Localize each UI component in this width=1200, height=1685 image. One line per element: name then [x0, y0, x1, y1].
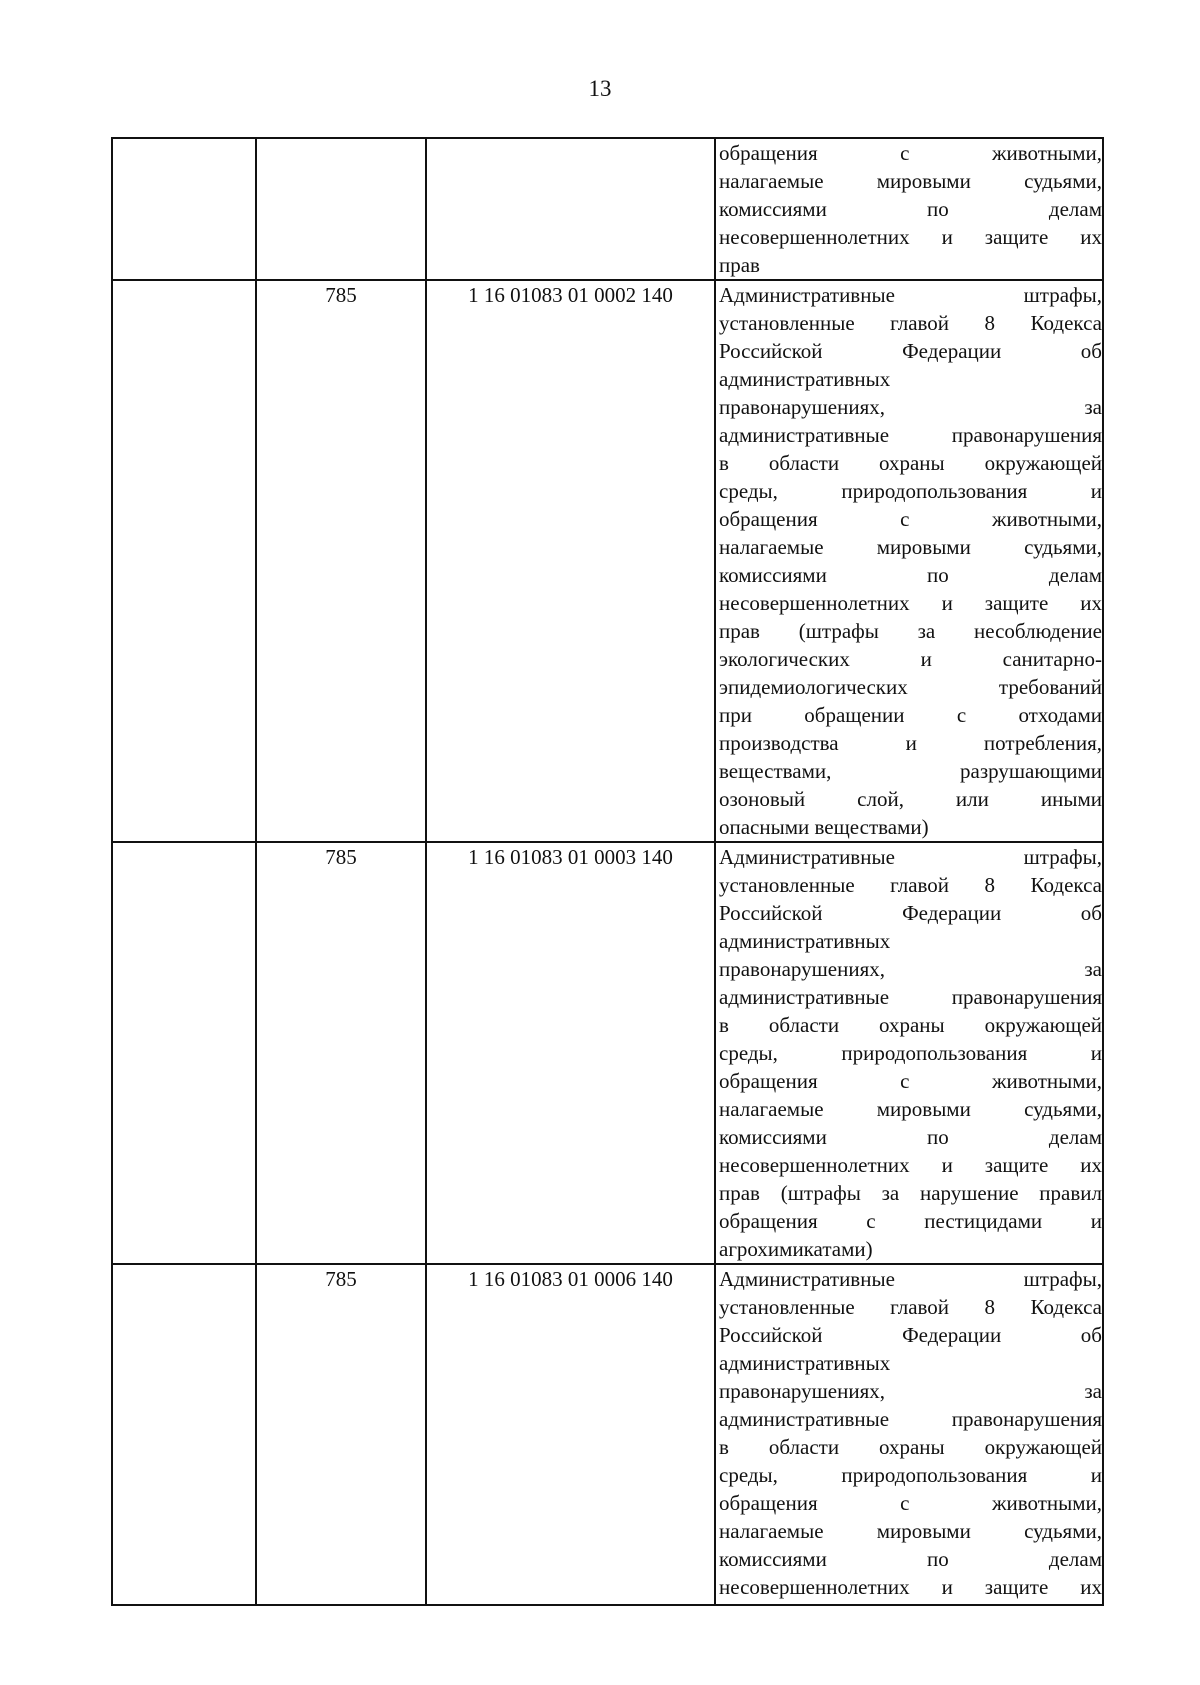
description-line: комиссиями по делам — [719, 1547, 1102, 1571]
description-line: в области охраны окружающей — [719, 1013, 1102, 1037]
description-line: Административные штрафы, — [719, 845, 1102, 869]
table-row — [112, 280, 1103, 842]
description-line: в области охраны окружающей — [719, 1435, 1102, 1459]
description-line: налагаемые мировыми судьями, — [719, 1519, 1102, 1543]
description-line: Административные штрафы, — [719, 1267, 1102, 1291]
empty-cell — [112, 842, 256, 1264]
revenue-description-cell — [715, 280, 1103, 842]
description-line: установленные главой 8 Кодекса — [719, 1295, 1102, 1319]
revenue-description-cell — [715, 1264, 1103, 1605]
description-line: административных — [719, 1351, 891, 1375]
description-line: административные правонарушения — [719, 985, 1102, 1009]
description-line: административных — [719, 929, 891, 953]
page-number: 13 — [588, 76, 612, 101]
description-line: обращения с животными, — [719, 507, 1102, 531]
table-body — [112, 138, 1103, 1605]
description-line: несовершеннолетних и защите их — [719, 1575, 1102, 1599]
budget-classification-code-cell: 1 16 01083 01 0003 140 — [426, 842, 715, 1264]
description-line: среды, природопользования и — [719, 479, 1102, 503]
description-line: веществами, разрушающими — [719, 759, 1102, 783]
description-line: эпидемиологических требований — [719, 675, 1102, 699]
table-row — [112, 1264, 1103, 1605]
description-line: прав (штрафы за нарушение правил — [719, 1181, 1102, 1205]
description-line: прав (штрафы за несоблюдение — [719, 619, 1102, 643]
description-line: опасными веществами) — [719, 815, 929, 839]
empty-cell — [112, 1264, 256, 1605]
description-line: налагаемые мировыми судьями, — [719, 169, 1102, 193]
description-line: несовершеннолетних и защите их — [719, 591, 1102, 615]
budget-classification-code-cell — [426, 138, 715, 280]
description-line: несовершеннолетних и защите их — [719, 225, 1102, 249]
description-line: производства и потребления, — [719, 731, 1102, 755]
description-line: Российской Федерации об — [719, 339, 1102, 363]
admin-code-cell: 785 — [256, 1264, 426, 1605]
revenue-description-cell — [715, 138, 1103, 280]
admin-code-cell — [256, 138, 426, 280]
description-line: агрохимикатами) — [719, 1237, 873, 1261]
description-line: правонарушениях, за — [719, 395, 1102, 419]
admin-code-cell: 785 — [256, 280, 426, 842]
description-line: обращения с животными, — [719, 141, 1102, 165]
revenue-description-cell — [715, 842, 1103, 1264]
description-line: правонарушениях, за — [719, 957, 1102, 981]
description-line: несовершеннолетних и защите их — [719, 1153, 1102, 1177]
budget-classification-code-cell: 1 16 01083 01 0002 140 — [426, 280, 715, 842]
description-line: Административные штрафы, — [719, 283, 1102, 307]
table-row — [112, 138, 1103, 280]
description-line: административные правонарушения — [719, 1407, 1102, 1431]
description-line: административные правонарушения — [719, 423, 1102, 447]
description-line: Российской Федерации об — [719, 901, 1102, 925]
description-line: комиссиями по делам — [719, 563, 1102, 587]
description-line: обращения с животными, — [719, 1491, 1102, 1515]
admin-code-cell: 785 — [256, 842, 426, 1264]
description-line: экологических и санитарно- — [719, 647, 1102, 671]
description-line: налагаемые мировыми судьями, — [719, 535, 1102, 559]
description-line: обращения с пестицидами и — [719, 1209, 1102, 1233]
description-line: комиссиями по делам — [719, 1125, 1102, 1149]
budget-code-table — [111, 137, 1104, 1606]
table-row — [112, 842, 1103, 1264]
budget-classification-code-cell: 1 16 01083 01 0006 140 — [426, 1264, 715, 1605]
description-line: установленные главой 8 Кодекса — [719, 873, 1102, 897]
description-line: комиссиями по делам — [719, 197, 1102, 221]
description-line: административных — [719, 367, 891, 391]
description-line: прав — [719, 253, 760, 277]
description-line: в области охраны окружающей — [719, 451, 1102, 475]
empty-cell — [112, 280, 256, 842]
empty-cell — [112, 138, 256, 280]
description-line: среды, природопользования и — [719, 1041, 1102, 1065]
description-line: правонарушениях, за — [719, 1379, 1102, 1403]
description-line: при обращении с отходами — [719, 703, 1102, 727]
description-line: установленные главой 8 Кодекса — [719, 311, 1102, 335]
description-line: обращения с животными, — [719, 1069, 1102, 1093]
description-line: налагаемые мировыми судьями, — [719, 1097, 1102, 1121]
description-line: среды, природопользования и — [719, 1463, 1102, 1487]
description-line: Российской Федерации об — [719, 1323, 1102, 1347]
description-line: озоновый слой, или иными — [719, 787, 1102, 811]
